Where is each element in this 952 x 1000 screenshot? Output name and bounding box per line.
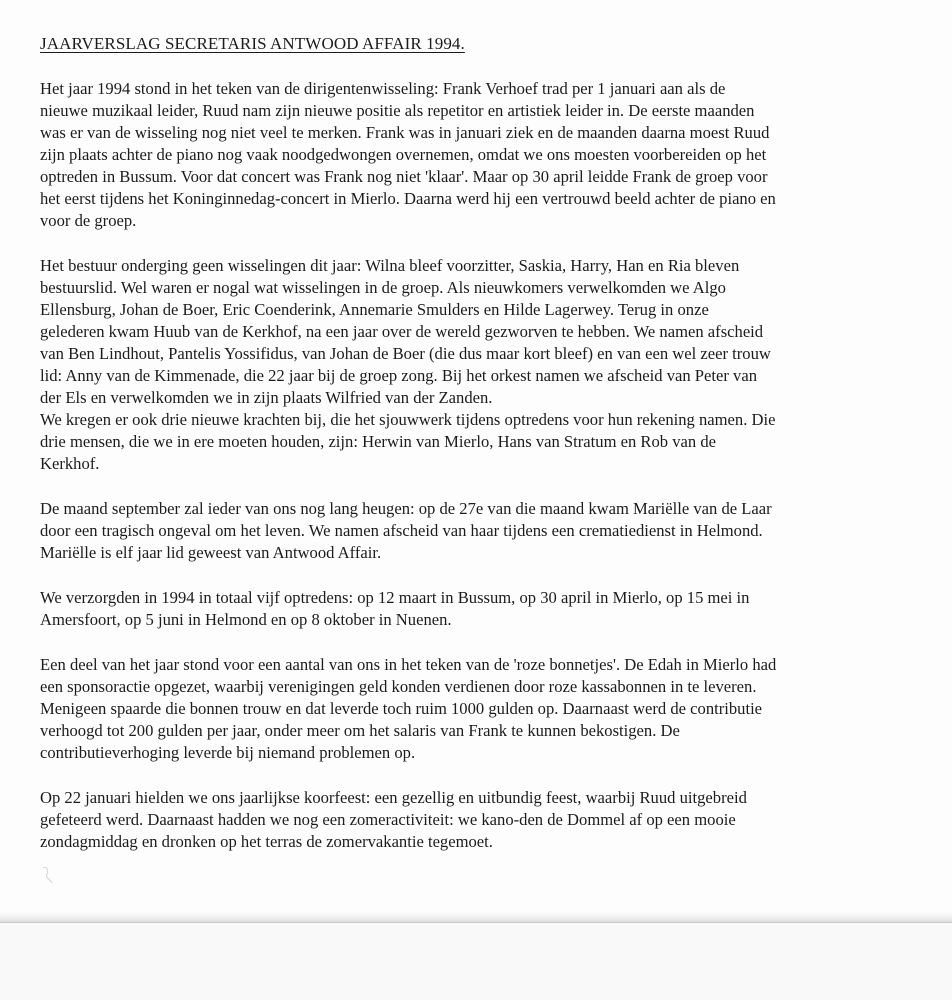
- text-line: Op 22 januari hielden we ons jaarlijkse koorfeest: een gezellig en uitbundig feest, waarbij Ruud uitgebreid: [40, 788, 747, 807]
- text-line: We verzorgden in 1994 in totaal vijf optredens: op 12 maart in Bussum, op 30 april in Mierlo, op 15 mei in: [40, 588, 750, 607]
- text-line: Ellensburg, Johan de Boer, Eric Coenderink, Annemarie Smulders en Hilde Lagerwey. Terug in onze: [40, 300, 709, 319]
- text-line: lid: Anny van de Kimmenade, die 22 jaar bij de groep zong. Bij het orkest namen we afscheid van Peter van: [40, 366, 758, 385]
- text-line: Menigeen spaarde die bonnen trouw en dat leverde toch ruim 1000 gulden op. Daarnaast werd de contributie: [40, 699, 763, 718]
- text-line: zijn plaats achter de piano nog vaak noodgedwongen overnemen, omdat we ons moesten voorbereiden op het: [40, 145, 767, 164]
- text-line: voor de groep.: [40, 211, 137, 230]
- text-line: Kerkhof.: [40, 454, 100, 473]
- text-line: door een tragisch ongeval om het leven. We namen afscheid van haar tijdens een crematiedienst in Helmond.: [40, 521, 763, 540]
- text-line: De maand september zal ieder van ons nog lang heugen: op de 27e van die maand kwam Mariëlle van de Laar: [40, 499, 772, 518]
- text-line: nieuwe muzikaal leider, Ruud nam zijn nieuwe positie als repetitor en artistiek leider in. De eerste maanden: [40, 101, 755, 120]
- text-line: We kregen er ook drie nieuwe krachten bij, die het sjouwwerk tijdens optredens voor hun rekening namen. Die: [40, 410, 776, 429]
- paragraph: [40, 654, 920, 764]
- paragraph: [40, 787, 920, 853]
- paragraph: [40, 78, 920, 232]
- text-line: Het jaar 1994 stond in het teken van de dirigentenwisseling: Frank Verhoef trad per 1 januari aan als de: [40, 79, 726, 98]
- text-line: van Ben Lindhout, Pantelis Yossifidus, van Johan de Boer (die dus maar kort bleef) en van een wel zeer trouw: [40, 344, 771, 363]
- paragraph: [40, 587, 920, 631]
- document-body: [40, 78, 920, 876]
- paragraph: [40, 498, 920, 564]
- page-fold-shadow: [0, 912, 952, 922]
- text-line: Het bestuur onderging geen wisselingen dit jaar: Wilna bleef voorzitter, Saskia, Harry, Han en Ria bleven: [40, 256, 740, 275]
- text-line: zondagmiddag en dronken op het terras de zomervakantie tegemoet.: [40, 832, 493, 851]
- text-line: Mariëlle is elf jaar lid geweest van Antwood Affair.: [40, 543, 382, 562]
- text-line: drie mensen, die we in ere moeten houden, zijn: Herwin van Mierlo, Hans van Stratum en Rob van de: [40, 432, 717, 451]
- page-bottom-area: [0, 923, 952, 1000]
- text-line: een sponsoractie opgezet, waarbij verenigingen geld konden verdienen door roze kassabonnen in te leveren.: [40, 677, 757, 696]
- paragraph: [40, 255, 920, 475]
- pencil-mark-icon: [40, 864, 56, 886]
- text-line: gefeteerd werd. Daarnaast hadden we nog een zomeractiviteit: we kano-den de Dommel af op een mooie: [40, 810, 736, 829]
- text-line: bestuurslid. Wel waren er nogal wat wisselingen in de groep. Als nieuwkomers verwelkomden we Algo: [40, 278, 726, 297]
- text-line: was er van de wisseling nog niet veel te merken. Frank was in januari ziek en de maanden daarna moest Ruud: [40, 123, 770, 142]
- text-line: Een deel van het jaar stond voor een aantal van ons in het teken van de 'roze bonnetjes'. De Edah in Mierlo had: [40, 655, 777, 674]
- document-title: JAARVERSLAG SECRETARIS ANTWOOD AFFAIR 1994.: [40, 34, 465, 53]
- text-line: Amersfoort, op 5 juni in Helmond en op 8 oktober in Nuenen.: [40, 610, 452, 629]
- text-line: contributieverhoging leverde bij niemand problemen op.: [40, 743, 416, 762]
- text-line: verhoogd tot 200 gulden per jaar, onder meer om het salaris van Frank te kunnen bekostigen. De: [40, 721, 680, 740]
- text-line: gelederen kwam Huub van de Kerkhof, na een jaar over de wereld gezworven te hebben. We namen afscheid: [40, 322, 764, 341]
- text-line: optreden in Bussum. Voor dat concert was Frank nog niet 'klaar'. Maar op 30 april leidde Frank de groep voor: [40, 167, 768, 186]
- text-line: der Els en verwelkomden we in zijn plaats Wilfried van der Zanden.: [40, 388, 493, 407]
- text-line: het eerst tijdens het Koninginnedag-concert in Mierlo. Daarna werd hij een vertrouwd beeld achter de piano en: [40, 189, 776, 208]
